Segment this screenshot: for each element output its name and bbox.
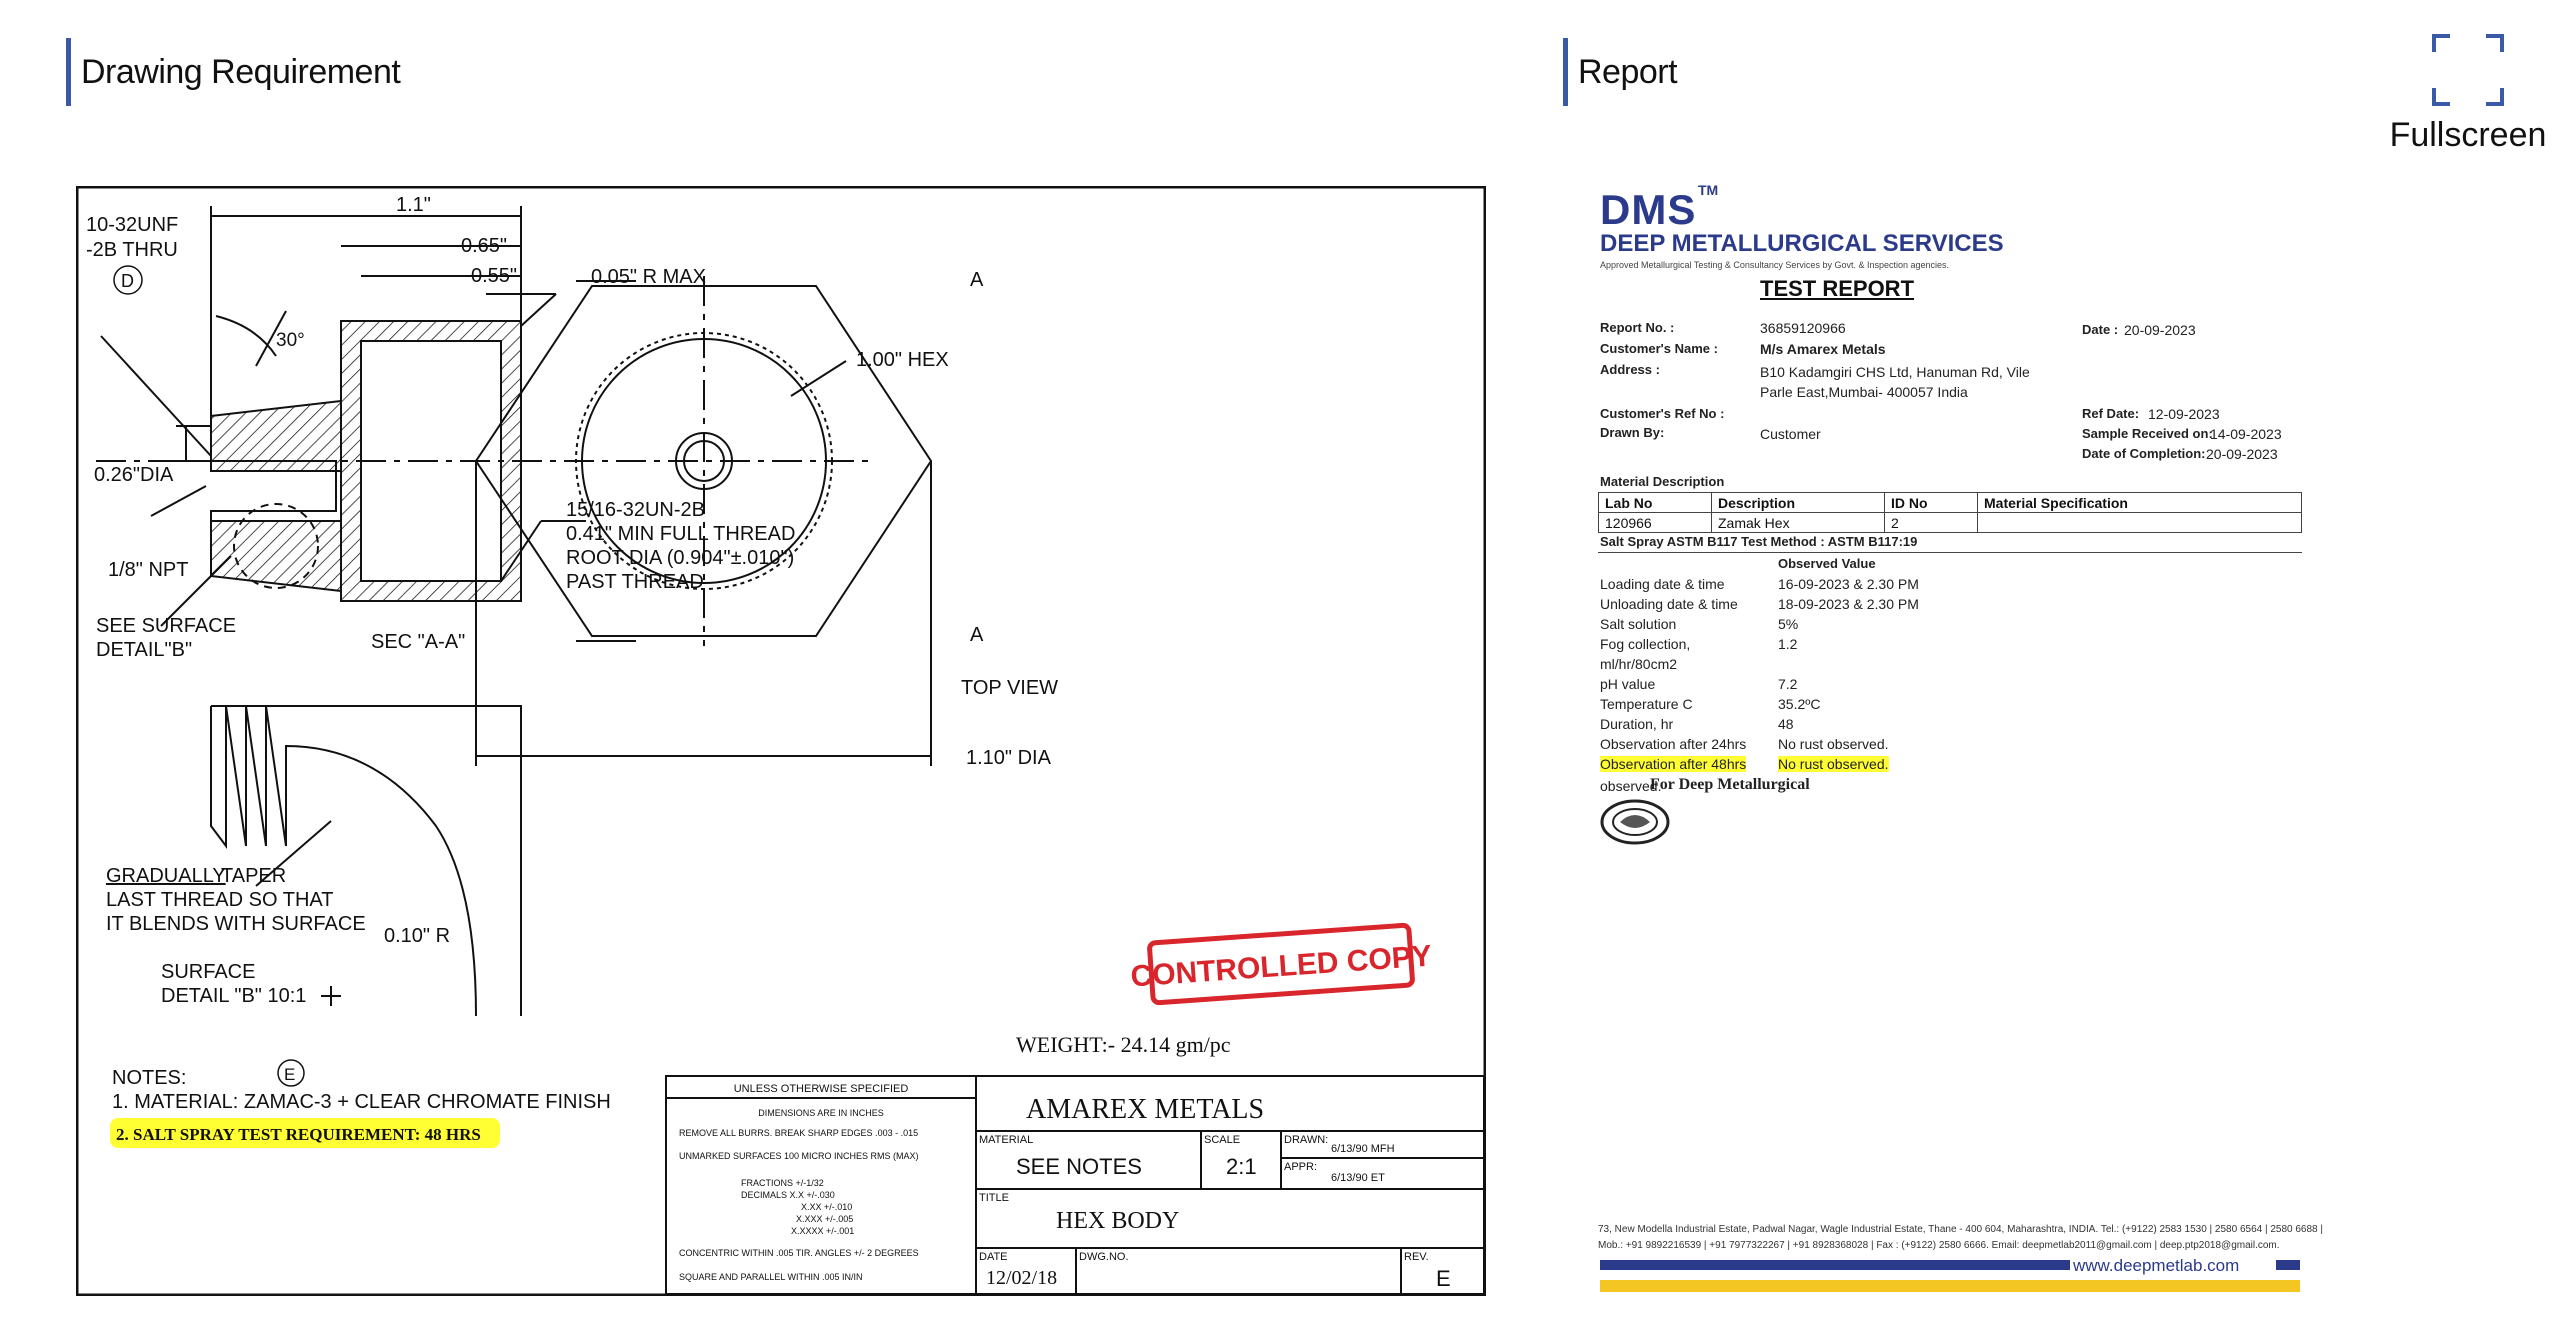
received-label: Sample Received on: [2082,426,2213,441]
customer-label: Customer's Name : [1600,341,1718,356]
hex-label: 1.00" HEX [856,349,949,371]
observation-value: 5% [1778,616,1799,632]
footer-bar-blue [1600,1260,2070,1270]
table-header: Material Specification [1978,493,2302,513]
observation-value: 1.2 [1778,636,1798,652]
report-tagline: Approved Metallurgical Testing & Consultancy Services by Govt. & Inspection agencies. [1600,260,1950,270]
tb-date-lbl: DATE [979,1251,1008,1263]
footer-address: 73, New Modella Industrial Estate, Padwal Nagar, Wagle Industrial Estate, Thane - 400 604, Maharashtra, INDIA. Tel.: (+9122) 2583 1530 | 2580 6564 | 2580 6688 | [1598,1224,2323,1235]
see-surface-1: SEE SURFACE [96,615,237,637]
npt-label: 1/8" NPT [108,559,189,581]
see-surface-2: DETAIL"B" [96,639,193,661]
observation-value: 48 [1778,716,1794,732]
thread-spec-1: 15/16-32UN-2B [566,499,705,521]
material-description-label: Material Description [1600,474,1725,489]
received-date: 14-09-2023 [2210,426,2282,442]
observation-key: Loading date & time [1600,576,1725,592]
observed-value-header: Observed Value [1778,556,1876,571]
table-header: ID No [1885,493,1978,513]
tb-dims: DIMENSIONS ARE IN INCHES [758,1108,884,1118]
tb-xxx: X.XXX +/-.005 [796,1214,854,1224]
tb-burrs: REMOVE ALL BURRS. BREAK SHARP EDGES .003 - .015 [679,1128,919,1138]
material-table [1598,492,2302,533]
dms-trademark: TM [1698,182,1719,198]
surface-detail [211,706,521,1016]
table-cell: 2 [1885,513,1978,533]
customer-name: M/s Amarex Metals [1760,341,1886,357]
observation-key: Temperature C [1600,696,1693,712]
heading-text: Drawing Requirement [81,52,401,91]
observation-key: Fog collection, [1600,636,1691,652]
address-label: Address : [1600,362,1660,377]
test-report [1588,182,2323,1306]
dia-110-label: 1.10" DIA [966,747,1051,769]
radius-010-label: 0.10" R [384,925,451,947]
observation-value: 35.2ºC [1778,696,1821,712]
fullscreen-button[interactable] [2388,30,2548,160]
tb-fractions: FRACTIONS +/-1/32 [741,1178,824,1188]
top-view-label: TOP VIEW [961,677,1059,699]
report-no-label: Report No. : [1600,320,1675,335]
tb-unless: UNLESS OTHERWISE SPECIFIED [733,1083,909,1095]
tb-concentric: CONCENTRIC WITHIN .005 TIR. ANGLES +/- 2 DEGREES [679,1248,919,1258]
thread-callout-2: -2B THRU [86,239,178,261]
thread-callout-1: 10-32UNF [86,214,179,236]
drawing-requirement-heading [66,38,400,106]
report-heading [1563,38,1677,106]
address-line-2: Parle East,Mumbai- 400057 India [1760,384,1968,400]
ref-date: 12-09-2023 [2148,406,2220,422]
table-row [1599,513,2302,533]
surface-detail-1: SURFACE [161,961,256,983]
tb-square: SQUARE AND PARALLEL WITHIN .005 IN/IN [679,1272,863,1282]
notes-title: NOTES: [112,1067,187,1089]
observation-value: No rust observed. [1778,756,1889,772]
tb-xx: X.XX +/-.010 [801,1202,853,1212]
tb-rev-lbl: REV. [1404,1251,1429,1263]
taper-line-3: IT BLENDS WITH SURFACE [106,913,366,935]
for-line: For Deep Metallurgical [1650,776,1810,793]
observation-key: Salt solution [1600,616,1677,632]
observation-value: 18-09-2023 & 2.30 PM [1778,596,1919,612]
radius-max-label: 0.05" R MAX [591,266,706,288]
tb-title-val: HEX BODY [1056,1208,1180,1234]
fullscreen-label: Fullscreen [2389,116,2547,154]
completion-label: Date of Completion: [2082,446,2206,461]
footer-bar-yellow [1600,1280,2300,1292]
address-line-1: B10 Kadamgiri CHS Ltd, Hanuman Rd, Vile [1760,364,2030,380]
report-company: DEEP METALLURGICAL SERVICES [1600,230,2004,257]
dms-logo: DMS [1600,186,1697,233]
tb-xxxx: X.XXXX +/-.001 [791,1226,855,1236]
tb-rev-val: E [1436,1266,1451,1291]
tb-drawn-lbl: DRAWN: [1284,1134,1329,1146]
table-cell: Zamak Hex [1712,513,1885,533]
circle-d-label: D [121,271,134,291]
thread-spec-2: 0.41" MIN FULL THREAD [566,523,796,545]
tb-unmarked: UNMARKED SURFACES 100 MICRO INCHES RMS (MAX) [679,1151,919,1161]
table-header: Description [1712,493,1885,513]
fullscreen-icon [2428,30,2508,110]
observation-value: 7.2 [1778,676,1798,692]
weight-label: WEIGHT:- 24.14 gm/pc [1016,1032,1231,1057]
technical-drawing [76,186,1486,1296]
footer-bar-blue-end [2276,1260,2300,1270]
surface-detail-2: DETAIL "B" 10:1 [161,985,307,1007]
tb-appr-val: 6/13/90 ET [1331,1172,1385,1184]
note-1: 1. MATERIAL: ZAMAC-3 + CLEAR CHROMATE FINISH [112,1091,611,1113]
ref-label: Customer's Ref No : [1600,406,1725,421]
observation-key: Duration, hr [1600,716,1674,732]
observation-key: Observation after 48hrs [1600,756,1747,772]
observation-key: ml/hr/80cm2 [1600,656,1678,672]
tb-drawn-val: 6/13/90 MFH [1331,1143,1395,1155]
tb-scale-val: 2:1 [1226,1154,1257,1179]
heading-text: Report [1578,52,1678,91]
date-label: Date : [2082,322,2119,337]
report-title: TEST REPORT [1760,276,1915,301]
thread-spec-4: PAST THREAD [566,571,704,593]
tb-material-lbl: MATERIAL [979,1134,1034,1146]
tb-dwg-lbl: DWG.NO. [1079,1251,1129,1263]
dim-0-65: 0.65" [461,235,508,257]
taper-line-2: LAST THREAD SO THAT [106,889,334,911]
table-header-row [1599,493,2302,513]
footer-contact: Mob.: +91 9892216539 | +91 7977322267 | +91 8928368028 | Fax : (+9122) 2580 6666. Email: deepmetlab2011@gmail.com | deep.ptp2018@gmail.com. [1598,1240,2280,1251]
drawing-canvas [76,186,1486,1296]
observation-key: Observation after 24hrs [1600,736,1747,752]
table-cell [1978,513,2302,533]
section-mark-top: A [970,269,984,291]
observed-tail: observed. [1600,778,1662,794]
tb-title-lbl: TITLE [979,1192,1009,1204]
section-label: SEC "A-A" [371,631,466,653]
dia-label: 0.26"DIA [94,464,174,486]
controlled-copy-stamp [1128,924,1433,1005]
section-mark-bottom: A [970,624,984,646]
dim-1-1: 1.1" [396,194,431,216]
svg-text:CONTROLLED COPY: CONTROLLED COPY [1129,939,1433,994]
tb-company: AMAREX METALS [1026,1094,1265,1125]
table-header: Lab No [1599,493,1712,513]
tb-appr-lbl: APPR: [1284,1161,1318,1173]
table-cell: 120966 [1599,513,1712,533]
ref-date-label: Ref Date: [2082,406,2140,421]
drawn-label: Drawn By: [1600,425,1665,440]
footer-website-link[interactable]: www.deepmetlab.com [2073,1256,2240,1275]
observation-value: No rust observed. [1778,736,1889,752]
tb-material-val: SEE NOTES [1016,1154,1142,1179]
tb-decimals: DECIMALS X.X +/-.030 [741,1190,835,1200]
drawn-by: Customer [1760,426,1821,442]
circle-e-label: E [284,1065,296,1084]
taper-underline: GRADUALLY [106,865,226,887]
tb-scale-lbl: SCALE [1204,1134,1241,1146]
dim-0-55: 0.55" [471,265,518,287]
salt-spray-line: Salt Spray ASTM B117 Test Method : ASTM B117:19 [1600,534,1918,549]
taper-line-1: TAPER [221,865,287,887]
tb-date-val: 12/02/18 [986,1267,1058,1289]
observation-key: pH value [1600,676,1656,692]
report-no: 36859120966 [1760,320,1846,336]
completion-date: 20-09-2023 [2206,446,2278,462]
note-2: 2. SALT SPRAY TEST REQUIREMENT: 48 HRS [116,1125,481,1144]
seal-stamp-icon [1600,798,1670,846]
report-date: 20-09-2023 [2124,322,2196,338]
observation-value: 16-09-2023 & 2.30 PM [1778,576,1919,592]
observation-key: Unloading date & time [1600,596,1738,612]
angle-label: 30° [276,330,305,351]
thread-spec-3: ROOT DIA (0.904"±.010") [566,547,795,569]
